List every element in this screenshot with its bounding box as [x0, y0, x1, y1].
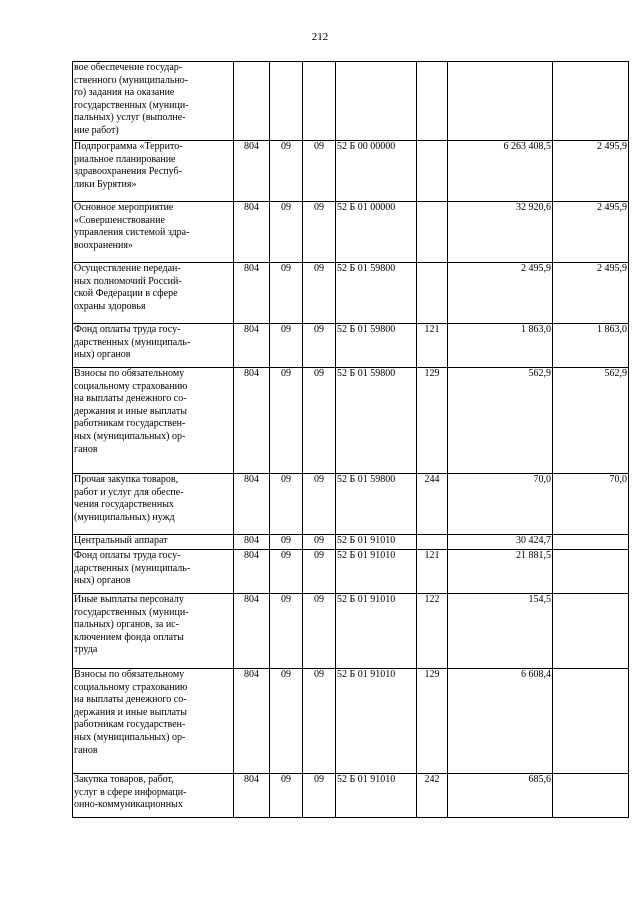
expense-type-cell: 244 — [417, 474, 448, 535]
target-article-cell: 52 Б 01 59800 — [336, 368, 417, 474]
subsection-code-cell: 09 — [303, 774, 336, 818]
section-code-cell — [270, 62, 303, 141]
target-article-cell: 52 Б 01 59800 — [336, 324, 417, 368]
amount-federal-cell — [553, 669, 629, 774]
subsection-code-cell: 09 — [303, 474, 336, 535]
amount-total-cell: 70,0 — [448, 474, 553, 535]
expense-type-cell: 242 — [417, 774, 448, 818]
table-body — [73, 62, 629, 818]
expense-type-cell — [417, 141, 448, 202]
ministry-code-cell: 804 — [234, 550, 270, 594]
amount-total-cell: 21 881,5 — [448, 550, 553, 594]
target-article-cell — [336, 62, 417, 141]
target-article-cell: 52 Б 01 59800 — [336, 263, 417, 324]
expense-type-cell: 129 — [417, 669, 448, 774]
amount-federal-cell: 2 495,9 — [553, 263, 629, 324]
ministry-code-cell: 804 — [234, 263, 270, 324]
table-row — [73, 324, 629, 368]
section-code-cell: 09 — [270, 141, 303, 202]
target-article-cell: 52 Б 01 91010 — [336, 774, 417, 818]
page-number: 212 — [311, 31, 329, 43]
table-row — [73, 669, 629, 774]
target-article-cell: 52 Б 01 91010 — [336, 550, 417, 594]
target-article-cell: 52 Б 01 59800 — [336, 474, 417, 535]
expense-type-cell — [417, 535, 448, 550]
row-name-cell: Закупка товаров, работ, услуг в сфере информаци- онно-коммуникационных — [73, 774, 234, 818]
amount-federal-cell — [553, 594, 629, 669]
ministry-code-cell: 804 — [234, 202, 270, 263]
expense-type-cell — [417, 62, 448, 141]
ministry-code-cell: 804 — [234, 368, 270, 474]
table-row — [73, 474, 629, 535]
table-row — [73, 202, 629, 263]
row-name-cell: Взносы по обязательному социальному страхованию на выплаты денежного со- держания и иные выплаты работникам государствен- ных (муниципальных) ор- ганов — [73, 669, 234, 774]
row-name-cell: Подпрограмма «Террито- риальное планирование здравоохранения Респуб- лики Бурятия» — [73, 141, 234, 202]
subsection-code-cell: 09 — [303, 141, 336, 202]
ministry-code-cell — [234, 62, 270, 141]
amount-federal-cell: 70,0 — [553, 474, 629, 535]
amount-total-cell — [448, 62, 553, 141]
amount-total-cell: 1 863,0 — [448, 324, 553, 368]
expense-type-cell — [417, 202, 448, 263]
row-name-cell: Прочая закупка товаров, работ и услуг для обеспе- чения государственных (муниципальных) нужд — [73, 474, 234, 535]
expense-type-cell: 122 — [417, 594, 448, 669]
section-code-cell: 09 — [270, 474, 303, 535]
section-code-cell: 09 — [270, 202, 303, 263]
expense-type-cell: 129 — [417, 368, 448, 474]
table-row — [73, 368, 629, 474]
subsection-code-cell: 09 — [303, 368, 336, 474]
subsection-code-cell — [303, 62, 336, 141]
amount-total-cell: 6 608,4 — [448, 669, 553, 774]
table-row — [73, 550, 629, 594]
section-code-cell: 09 — [270, 535, 303, 550]
ministry-code-cell: 804 — [234, 474, 270, 535]
section-code-cell: 09 — [270, 550, 303, 594]
expense-type-cell — [417, 263, 448, 324]
amount-federal-cell — [553, 62, 629, 141]
table-row — [73, 263, 629, 324]
ministry-code-cell: 804 — [234, 669, 270, 774]
row-name-cell: Центральный аппарат — [73, 535, 234, 550]
amount-federal-cell — [553, 774, 629, 818]
expense-type-cell: 121 — [417, 324, 448, 368]
subsection-code-cell: 09 — [303, 324, 336, 368]
subsection-code-cell: 09 — [303, 535, 336, 550]
row-name-cell: Фонд оплаты труда госу- дарственных (муниципаль- ных) органов — [73, 550, 234, 594]
table-row — [73, 594, 629, 669]
amount-federal-cell — [553, 550, 629, 594]
row-name-cell: Фонд оплаты труда госу- дарственных (муниципаль- ных) органов — [73, 324, 234, 368]
section-code-cell: 09 — [270, 594, 303, 669]
target-article-cell: 52 Б 00 00000 — [336, 141, 417, 202]
amount-total-cell: 32 920,6 — [448, 202, 553, 263]
target-article-cell: 52 Б 01 91010 — [336, 594, 417, 669]
amount-federal-cell — [553, 535, 629, 550]
subsection-code-cell: 09 — [303, 550, 336, 594]
amount-total-cell: 685,6 — [448, 774, 553, 818]
amount-federal-cell: 562,9 — [553, 368, 629, 474]
amount-total-cell: 2 495,9 — [448, 263, 553, 324]
amount-total-cell: 154,5 — [448, 594, 553, 669]
table-row — [73, 62, 629, 141]
expense-type-cell: 121 — [417, 550, 448, 594]
amount-total-cell: 562,9 — [448, 368, 553, 474]
row-name-cell: вое обеспечение государ- ственного (муниципально- го) задания на оказание государственных (муници- пальных) услуг (выполне- ние работ) — [73, 62, 234, 141]
row-name-cell: Основное мероприятие «Совершенствование управления системой здра- воохранения» — [73, 202, 234, 263]
subsection-code-cell: 09 — [303, 669, 336, 774]
row-name-cell: Взносы по обязательному социальному страхованию на выплаты денежного со- держания и иные выплаты работникам государствен- ных (муниципальных) ор- ганов — [73, 368, 234, 474]
ministry-code-cell: 804 — [234, 141, 270, 202]
ministry-code-cell: 804 — [234, 774, 270, 818]
subsection-code-cell: 09 — [303, 263, 336, 324]
subsection-code-cell: 09 — [303, 202, 336, 263]
amount-federal-cell: 2 495,9 — [553, 141, 629, 202]
subsection-code-cell: 09 — [303, 594, 336, 669]
row-name-cell: Осуществление передан- ных полномочий Россий- ской Федерации в сфере охраны здоровья — [73, 263, 234, 324]
ministry-code-cell: 804 — [234, 594, 270, 669]
section-code-cell: 09 — [270, 368, 303, 474]
ministry-code-cell: 804 — [234, 535, 270, 550]
budget-table — [72, 61, 629, 818]
table-row — [73, 774, 629, 818]
section-code-cell: 09 — [270, 774, 303, 818]
target-article-cell: 52 Б 01 00000 — [336, 202, 417, 263]
amount-federal-cell: 2 495,9 — [553, 202, 629, 263]
amount-total-cell: 6 263 408,5 — [448, 141, 553, 202]
amount-federal-cell: 1 863,0 — [553, 324, 629, 368]
ministry-code-cell: 804 — [234, 324, 270, 368]
table-row — [73, 141, 629, 202]
section-code-cell: 09 — [270, 324, 303, 368]
section-code-cell: 09 — [270, 263, 303, 324]
amount-total-cell: 30 424,7 — [448, 535, 553, 550]
target-article-cell: 52 Б 01 91010 — [336, 535, 417, 550]
section-code-cell: 09 — [270, 669, 303, 774]
target-article-cell: 52 Б 01 91010 — [336, 669, 417, 774]
row-name-cell: Иные выплаты персоналу государственных (муници- пальных) органов, за ис- ключением фонда оплаты труда — [73, 594, 234, 669]
table-row — [73, 535, 629, 550]
